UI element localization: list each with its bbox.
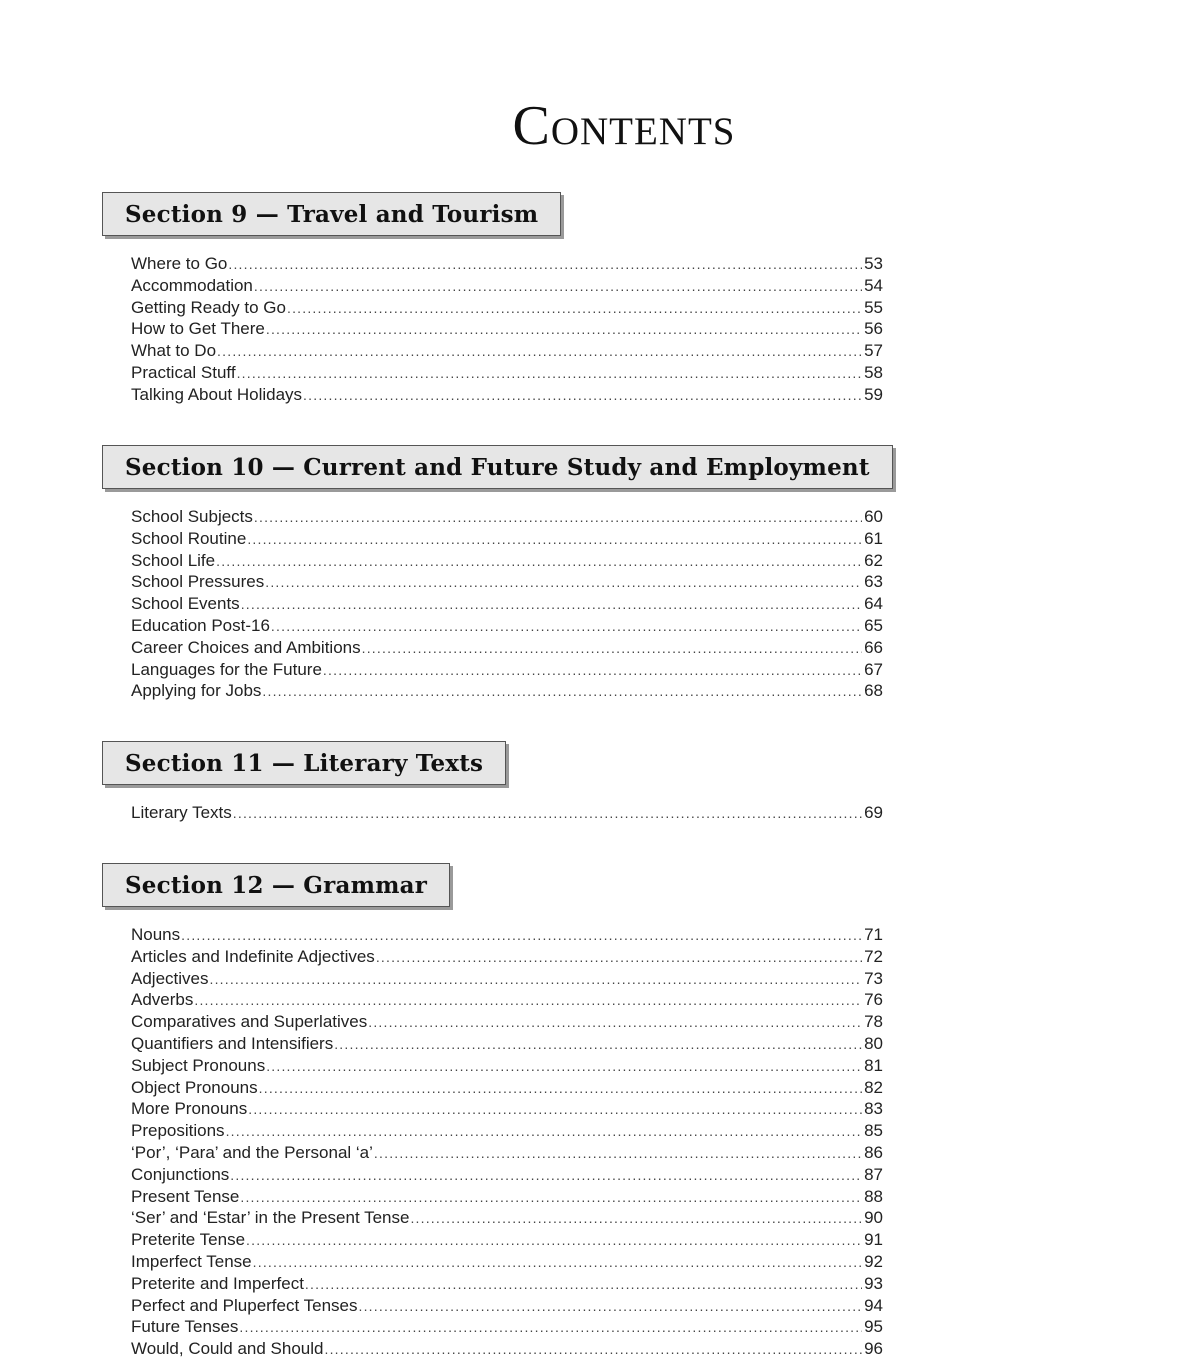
- toc-entry-label: Object Pronouns: [131, 1077, 258, 1097]
- toc-entry[interactable]: [131, 1012, 883, 1034]
- toc-entry-label: Applying for Jobs: [131, 681, 262, 701]
- toc-entry[interactable]: [131, 969, 883, 991]
- toc-entry[interactable]: [131, 990, 883, 1012]
- toc-entry-page-number: 92: [864, 1251, 883, 1271]
- toc-entry[interactable]: [131, 594, 883, 616]
- toc-entry[interactable]: [131, 1252, 883, 1274]
- toc-entry-label: Imperfect Tense: [131, 1251, 252, 1271]
- toc-entry-label: Prepositions: [131, 1121, 225, 1141]
- toc-entry-page-number: 82: [864, 1077, 883, 1097]
- toc-entry[interactable]: [131, 341, 883, 363]
- toc-entry-page-number: 61: [864, 528, 883, 548]
- toc-entry-page-number: 62: [864, 550, 883, 570]
- section-heading-box: [102, 741, 506, 785]
- toc-entry-label: School Subjects: [131, 507, 253, 526]
- toc-entry-label: School Life: [131, 550, 216, 570]
- toc-entry-page-number: 53: [864, 254, 883, 273]
- dot-leader: [287, 300, 862, 316]
- toc-entry-label: Would, Could and Should: [131, 1339, 324, 1359]
- toc-entry-page-number: 67: [864, 659, 883, 679]
- toc-entry[interactable]: [131, 1187, 883, 1209]
- toc-entry-label: Adjectives: [131, 968, 209, 988]
- dot-leader: [240, 1189, 862, 1205]
- toc-entry[interactable]: [131, 551, 883, 573]
- toc-entry-label: Comparatives and Superlatives: [131, 1012, 368, 1032]
- dot-leader: [254, 278, 862, 294]
- section-heading: Section 11 — Literary Texts: [125, 749, 484, 777]
- toc-entry-page-number: 54: [864, 275, 883, 295]
- section-heading: Section 9 — Travel and Tourism: [125, 200, 539, 228]
- toc-entry-label: Education Post-16: [131, 615, 270, 635]
- toc-entry-page-number: 91: [864, 1230, 883, 1250]
- toc-entry[interactable]: [131, 1143, 883, 1165]
- toc-entry-label: How to Get There: [131, 319, 265, 339]
- toc-entry-page-number: 85: [864, 1121, 883, 1141]
- toc-entry-page-number: 55: [864, 297, 883, 317]
- toc-entry-label: Getting Ready to Go: [131, 297, 286, 317]
- dot-leader: [248, 1101, 862, 1117]
- toc-entry[interactable]: [131, 572, 883, 594]
- dot-leader: [253, 1254, 862, 1270]
- toc-entry[interactable]: [131, 1121, 883, 1143]
- toc-entry[interactable]: [131, 925, 883, 947]
- toc-entry[interactable]: [131, 1099, 883, 1121]
- toc-entry-page-number: 68: [864, 681, 883, 701]
- toc-entry-label: Adverbs: [131, 990, 194, 1010]
- toc-entry-label: ‘Por’, ‘Para’ and the Personal ‘a’: [131, 1142, 373, 1162]
- dot-leader: [246, 1232, 862, 1248]
- toc-entry[interactable]: [131, 1078, 883, 1100]
- toc-entry[interactable]: [131, 254, 883, 276]
- toc-entry-page-number: 88: [864, 1186, 883, 1206]
- toc-entry-page-number: 76: [864, 990, 883, 1010]
- dot-leader: [237, 365, 862, 381]
- toc-entry-page-number: 65: [864, 615, 883, 635]
- section-heading-box: [102, 863, 450, 907]
- dot-leader: [334, 1036, 862, 1052]
- toc-entry-label: Where to Go: [131, 254, 228, 273]
- toc-entry-page-number: 90: [864, 1208, 883, 1228]
- toc-entry-page-number: 57: [864, 341, 883, 361]
- toc-entry-label: Career Choices and Ambitions: [131, 637, 361, 657]
- toc-entry-label: School Routine: [131, 528, 247, 548]
- dot-leader: [239, 1319, 862, 1335]
- section-heading: Section 12 — Grammar: [125, 871, 428, 899]
- toc-entry-page-number: 72: [864, 946, 883, 966]
- toc-entry[interactable]: [131, 298, 883, 320]
- dot-leader: [233, 805, 862, 821]
- dot-leader: [305, 1276, 862, 1292]
- toc-entry-page-number: 96: [864, 1339, 883, 1359]
- toc-entry[interactable]: [131, 1034, 883, 1056]
- page-title: Contents: [512, 95, 736, 157]
- toc-list: [131, 254, 883, 407]
- dot-leader: [374, 1145, 862, 1161]
- toc-entry[interactable]: [131, 1230, 883, 1252]
- toc-entry-page-number: 64: [864, 594, 883, 614]
- toc-entry-page-number: 56: [864, 319, 883, 339]
- toc-entry[interactable]: [131, 681, 883, 703]
- toc-entry-page-number: 66: [864, 637, 883, 657]
- toc-entry[interactable]: [131, 1165, 883, 1187]
- toc-entry-page-number: 69: [864, 803, 883, 822]
- dot-leader: [216, 553, 862, 569]
- dot-leader: [226, 1123, 862, 1139]
- toc-entry-page-number: 78: [864, 1012, 883, 1032]
- toc-entry-label: Quantifiers and Intensifiers: [131, 1033, 334, 1053]
- dot-leader: [241, 596, 862, 612]
- toc-entry-label: Perfect and Pluperfect Tenses: [131, 1295, 358, 1315]
- dot-leader: [247, 531, 862, 547]
- toc-entry-label: School Events: [131, 594, 240, 614]
- toc-entry[interactable]: [131, 507, 883, 529]
- dot-leader: [323, 662, 862, 678]
- dot-leader: [259, 1080, 862, 1096]
- dot-leader: [262, 683, 862, 699]
- toc-entry-label: School Pressures: [131, 572, 265, 592]
- toc-entry-label: Present Tense: [131, 1186, 240, 1206]
- toc-entry-label: Conjunctions: [131, 1164, 230, 1184]
- dot-leader: [181, 927, 862, 943]
- dot-leader: [228, 256, 862, 272]
- toc-entry-page-number: 63: [864, 572, 883, 592]
- toc-entry-page-number: 58: [864, 362, 883, 382]
- toc-entry-label: Accommodation: [131, 275, 253, 295]
- section-heading-box: [102, 192, 561, 236]
- toc-list: [131, 925, 883, 1361]
- toc-entry[interactable]: [131, 276, 883, 298]
- dot-leader: [271, 618, 862, 634]
- toc-entry-page-number: 59: [864, 384, 883, 404]
- toc-entry-page-number: 93: [864, 1273, 883, 1293]
- toc-entry-label: Nouns: [131, 925, 181, 944]
- toc-entry[interactable]: [131, 529, 883, 551]
- toc-entry-page-number: 60: [864, 507, 883, 526]
- toc-entry-label: What to Do: [131, 341, 217, 361]
- toc-entry-label: Literary Texts: [131, 803, 232, 822]
- dot-leader: [254, 509, 862, 525]
- toc-entry-label: Practical Stuff: [131, 362, 236, 382]
- toc-entry-label: Languages for the Future: [131, 659, 322, 679]
- toc-entry[interactable]: [131, 1208, 883, 1230]
- toc-entry[interactable]: [131, 363, 883, 385]
- toc-entry[interactable]: [131, 1296, 883, 1318]
- toc-entry-label: Subject Pronouns: [131, 1055, 266, 1075]
- toc-entry[interactable]: [131, 638, 883, 660]
- toc-entry-page-number: 80: [864, 1033, 883, 1053]
- toc-list: [131, 507, 883, 703]
- toc-entry[interactable]: [131, 660, 883, 682]
- toc-entry-page-number: 83: [864, 1099, 883, 1119]
- dot-leader: [359, 1298, 863, 1314]
- toc-entry[interactable]: [131, 319, 883, 341]
- toc-entry-label: ‘Ser’ and ‘Estar’ in the Present Tense: [131, 1208, 410, 1228]
- dot-leader: [266, 1058, 862, 1074]
- dot-leader: [266, 321, 862, 337]
- toc-entry-label: Future Tenses: [131, 1317, 239, 1337]
- dot-leader: [209, 971, 862, 987]
- toc-entry-page-number: 95: [864, 1317, 883, 1337]
- dot-leader: [410, 1210, 862, 1226]
- toc-entry[interactable]: [131, 1274, 883, 1296]
- dot-leader: [325, 1341, 863, 1357]
- toc-entry-label: More Pronouns: [131, 1099, 248, 1119]
- dot-leader: [362, 640, 862, 656]
- toc-entry[interactable]: [131, 1317, 883, 1339]
- toc-entry-page-number: 86: [864, 1142, 883, 1162]
- toc-entry-page-number: 87: [864, 1164, 883, 1184]
- toc-list: [131, 803, 883, 825]
- toc-entry-label: Preterite and Imperfect: [131, 1273, 304, 1293]
- toc-entry-page-number: 71: [864, 925, 883, 944]
- toc-entry[interactable]: [131, 385, 883, 407]
- toc-entry-label: Talking About Holidays: [131, 384, 303, 404]
- toc-entry-page-number: 81: [864, 1055, 883, 1075]
- section-heading: Section 10 — Current and Future Study and Employment: [125, 453, 870, 481]
- toc-entry[interactable]: [131, 947, 883, 969]
- dot-leader: [230, 1167, 862, 1183]
- dot-leader: [303, 387, 862, 403]
- dot-leader: [194, 992, 862, 1008]
- toc-entry-page-number: 94: [864, 1295, 883, 1315]
- dot-leader: [217, 343, 862, 359]
- toc-entry-label: Preterite Tense: [131, 1230, 246, 1250]
- toc-entry-page-number: 73: [864, 968, 883, 988]
- dot-leader: [265, 574, 862, 590]
- dot-leader: [368, 1014, 862, 1030]
- toc-entry[interactable]: [131, 616, 883, 638]
- dot-leader: [376, 949, 862, 965]
- toc-entry[interactable]: [131, 803, 883, 825]
- section-heading-box: [102, 445, 893, 489]
- toc-entry[interactable]: [131, 1056, 883, 1078]
- toc-entry-label: Articles and Indefinite Adjectives: [131, 946, 375, 966]
